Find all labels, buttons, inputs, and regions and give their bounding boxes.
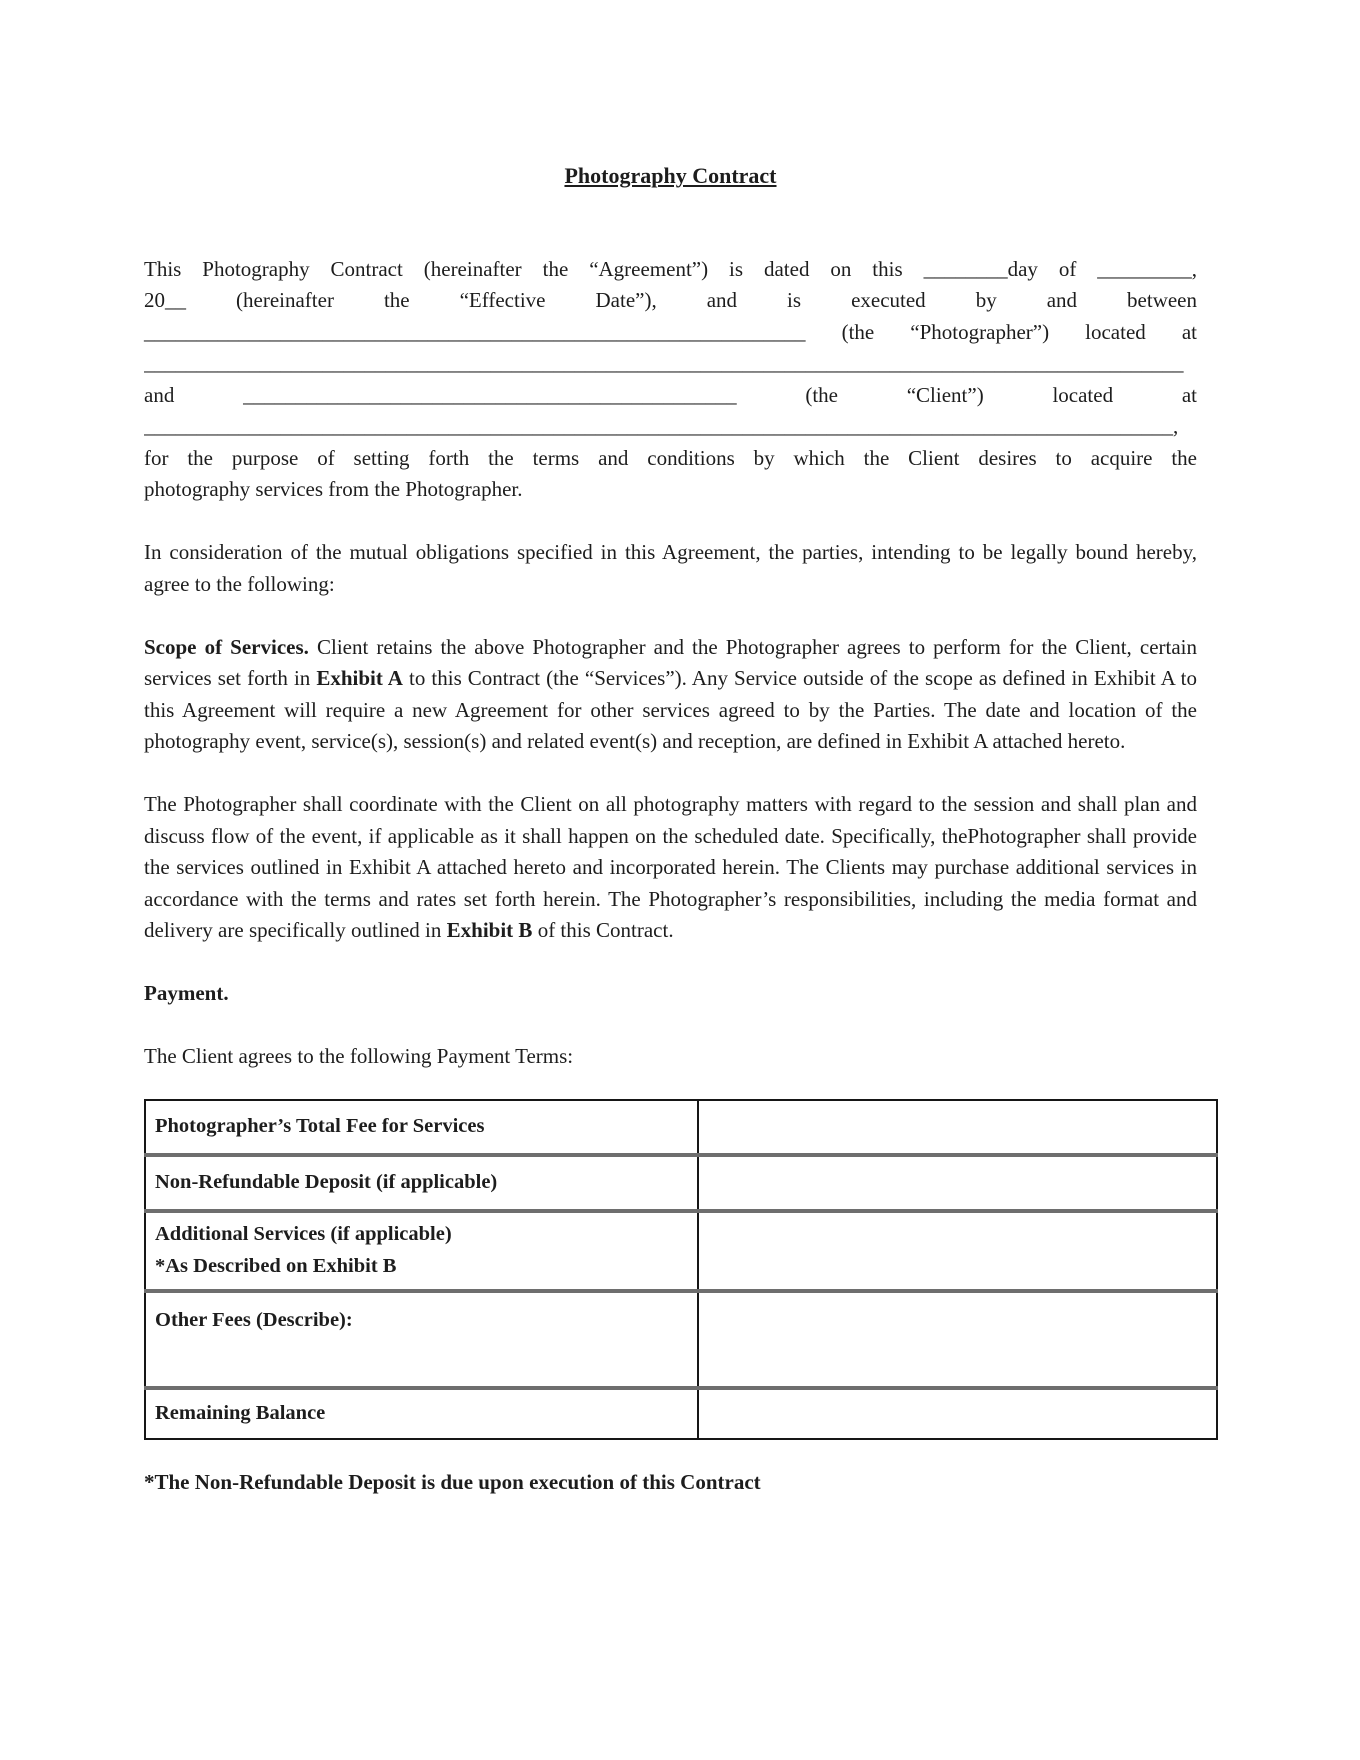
deposit-label: Non-Refundable Deposit (if applicable) [145,1155,698,1211]
other-fees-label: Other Fees (Describe): [145,1291,698,1388]
consideration-paragraph: In consideration of the mutual obligations specified in this Agreement, the parties, intending to be legally bound hereby, agree to the following: [144,540,1197,596]
scope-text-2: to this Contract (the “Services”). Any Service outside of the scope as defined in Exhibit A to this Agreement will require a new Agreement for other services agreed to by the Parties. The date and location of the photography event, service(s), session(s) and related event(s) and reception, are defined in Exhibit A attached hereto. [144,666,1197,753]
exhibit-a-reference: Exhibit A [316,666,403,690]
payment-heading: Payment. [144,981,229,1005]
table-row-total-fee [145,1100,1217,1155]
additional-services-label-line-2: *As Described on Exhibit B [155,1254,397,1277]
table-row-other-fees [145,1291,1217,1388]
intro-line-8: photography services from the Photographer. [144,477,523,501]
scope-text-1: Client retains the above Photographer and the Photographer agrees to perform for the Client, certain services set forth in [144,634,1197,690]
table-row-additional-services [145,1211,1217,1291]
other-fees-value-cell [698,1291,1217,1388]
additional-services-value-cell [698,1211,1217,1291]
payment-terms-intro: The Client agrees to the following Payment Terms: [144,1044,574,1068]
client-name-blank-line: and _______________________________________________ (the “Client”) located at [144,382,1197,407]
coordination-paragraph [144,789,1197,947]
intro-line-2: 20__ (hereinafter the “Effective Date”), and is executed by and between [144,288,1197,312]
coordination-text-1: The Photographer shall coordinate with the Client on all photography matters with regard to the session and shall plan and discuss flow of the event, if applicable as it shall happen on the scheduled date. Specifically, thePhotographer shall provide the services outlined in Exhibit A attached hereto and incorporated herein. The Clients may purchase additional services in accordance with the terms and rates set forth herein. The Photographer’s responsibilities, including the media format and delivery are specifically outlined in [144,792,1197,942]
intro-line-1: This Photography Contract (hereinafter the “Agreement”) is dated on this ________day of _________, [144,256,1197,281]
remaining-balance-label: Remaining Balance [145,1388,698,1439]
photographer-name-blank-line: _______________________________________________________________ (the “Photographer”) located at [144,319,1197,344]
deposit-note: *The Non-Refundable Deposit is due upon execution of this Contract [144,1469,761,1494]
client-address-blank-line: __________________________________________________________________________________________________, [144,414,1179,438]
exhibit-b-reference: Exhibit B [446,918,533,942]
additional-services-label [145,1211,698,1291]
scope-of-services-paragraph [144,632,1197,758]
remaining-balance-value-cell [698,1388,1217,1439]
payment-terms-table [144,1099,1218,1440]
coordination-text-2: of this Contract. [532,918,674,942]
document-title: Photography Contract [564,163,777,188]
intro-paragraph [144,254,1197,506]
intro-line-7: for the purpose of setting forth the terms and conditions by which the Client desires to acquire the [144,445,1197,470]
deposit-value-cell [698,1155,1217,1211]
photographer-address-blank-line: ___________________________________________________________________________________________________ [144,351,1184,375]
total-fee-value-cell [698,1100,1217,1155]
additional-services-label-line-1: Additional Services (if applicable) [155,1223,452,1245]
scope-of-services-lead: Scope of Services. [144,634,309,659]
table-row-remaining-balance [145,1388,1217,1439]
table-row-deposit [145,1155,1217,1211]
total-fee-label: Photographer’s Total Fee for Services [145,1100,698,1155]
